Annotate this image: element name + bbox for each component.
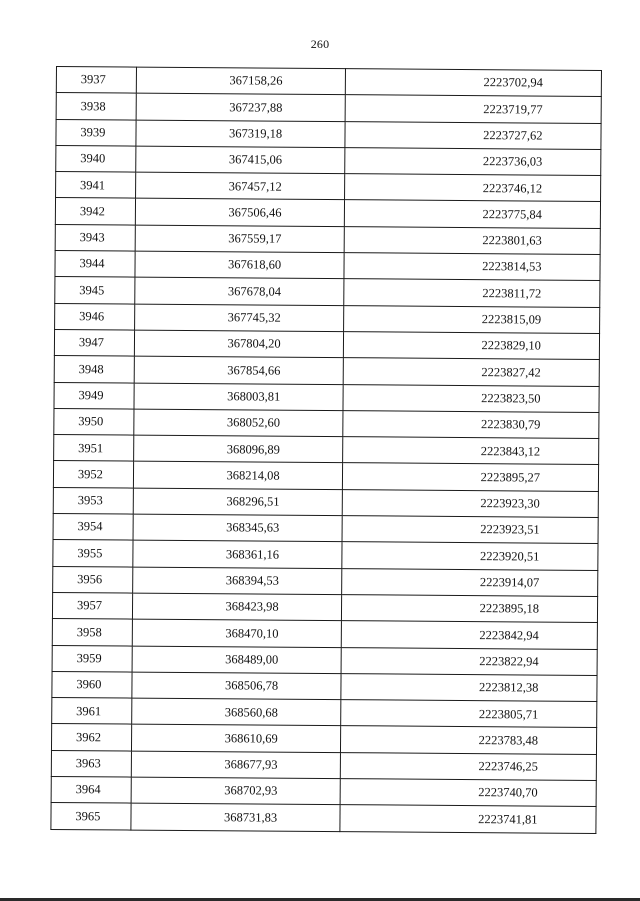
point-number-cell: 3956: [53, 566, 133, 593]
x-coordinate-cell: 367854,66: [134, 356, 344, 384]
y-coordinate-cell: 2223814,53: [344, 253, 600, 281]
y-coordinate-cell: 2223702,94: [346, 69, 602, 97]
y-coordinate-cell: 2223719,77: [345, 95, 601, 123]
x-coordinate-cell: 367804,20: [134, 330, 344, 358]
x-coordinate-cell: 368052,60: [134, 409, 344, 437]
table-row: [55, 198, 600, 228]
point-number-cell: 3954: [53, 514, 133, 541]
x-coordinate-cell: 368470,10: [132, 619, 342, 647]
table-row: [53, 540, 598, 570]
coordinates-table: [50, 66, 602, 834]
x-coordinate-cell: 367618,60: [135, 251, 345, 279]
x-coordinate-cell: 368361,16: [133, 540, 343, 568]
point-number-cell: 3938: [56, 93, 136, 120]
point-number-cell: 3945: [55, 277, 135, 304]
x-coordinate-cell: 368423,98: [132, 593, 342, 621]
y-coordinate-cell: 2223741,81: [340, 805, 596, 833]
table-row: [55, 224, 600, 254]
y-coordinate-cell: 2223736,03: [345, 148, 601, 176]
point-number-cell: 3948: [54, 356, 134, 383]
point-number-cell: 3947: [54, 329, 134, 356]
y-coordinate-cell: 2223830,79: [343, 410, 599, 438]
y-coordinate-cell: 2223727,62: [345, 121, 601, 149]
point-number-cell: 3962: [51, 724, 131, 751]
table-row: [56, 145, 601, 175]
y-coordinate-cell: 2223923,30: [343, 489, 599, 517]
coordinates-table-body: [51, 67, 602, 834]
x-coordinate-cell: 367678,04: [135, 277, 345, 305]
x-coordinate-cell: 368345,63: [133, 514, 343, 542]
point-number-cell: 3949: [54, 382, 134, 409]
x-coordinate-cell: 367745,32: [134, 304, 344, 332]
y-coordinate-cell: 2223843,12: [343, 437, 599, 465]
table-row: [51, 724, 596, 754]
point-number-cell: 3950: [54, 408, 134, 435]
table-row: [54, 382, 599, 412]
x-coordinate-cell: 367506,46: [135, 199, 345, 227]
table-row: [56, 119, 601, 149]
table-row: [51, 750, 596, 780]
point-number-cell: 3964: [51, 777, 131, 804]
point-number-cell: 3965: [51, 803, 131, 830]
y-coordinate-cell: 2223801,63: [344, 226, 600, 254]
x-coordinate-cell: 368702,93: [131, 777, 341, 805]
y-coordinate-cell: 2223811,72: [344, 279, 600, 307]
x-coordinate-cell: 367559,17: [135, 225, 345, 253]
point-number-cell: 3939: [56, 119, 136, 146]
table-row: [52, 592, 597, 622]
x-coordinate-cell: 368677,93: [131, 751, 341, 779]
point-number-cell: 3941: [56, 172, 136, 199]
point-number-cell: 3963: [51, 750, 131, 777]
y-coordinate-cell: 2223923,51: [342, 516, 598, 544]
y-coordinate-cell: 2223829,10: [344, 332, 600, 360]
y-coordinate-cell: 2223746,12: [345, 174, 601, 202]
table-row: [56, 93, 601, 123]
table-row: [52, 671, 597, 701]
x-coordinate-cell: 367158,26: [136, 67, 346, 95]
x-coordinate-cell: 367457,12: [135, 172, 345, 200]
table-row: [55, 303, 600, 333]
y-coordinate-cell: 2223815,09: [344, 305, 600, 333]
table-row: [55, 251, 600, 281]
table-row: [54, 435, 599, 465]
table-row: [51, 777, 596, 807]
point-number-cell: 3952: [53, 461, 133, 488]
y-coordinate-cell: 2223827,42: [343, 358, 599, 386]
y-coordinate-cell: 2223775,84: [345, 200, 601, 228]
table-row: [53, 514, 598, 544]
x-coordinate-cell: 367237,88: [136, 93, 346, 121]
x-coordinate-cell: 368214,08: [133, 462, 343, 490]
point-number-cell: 3942: [55, 198, 135, 225]
table-row: [51, 803, 596, 833]
table-row: [52, 698, 597, 728]
table-row: [54, 356, 599, 386]
x-coordinate-cell: 367319,18: [136, 120, 346, 148]
x-coordinate-cell: 368489,00: [132, 646, 342, 674]
y-coordinate-cell: 2223895,27: [343, 463, 599, 491]
table-row: [56, 172, 601, 202]
x-coordinate-cell: 368560,68: [132, 698, 342, 726]
point-number-cell: 3959: [52, 645, 132, 672]
table-row: [53, 461, 598, 491]
table-row: [52, 645, 597, 675]
point-number-cell: 3957: [52, 592, 132, 619]
point-number-cell: 3944: [55, 251, 135, 278]
x-coordinate-cell: 368096,89: [133, 435, 343, 463]
table-row: [54, 408, 599, 438]
table-row: [55, 277, 600, 307]
point-number-cell: 3958: [52, 619, 132, 646]
x-coordinate-cell: 368394,53: [133, 567, 343, 595]
page-number: 260: [310, 37, 330, 51]
table-row: [53, 566, 598, 596]
x-coordinate-cell: 368003,81: [134, 383, 344, 411]
y-coordinate-cell: 2223895,18: [342, 595, 598, 623]
y-coordinate-cell: 2223842,94: [342, 621, 598, 649]
x-coordinate-cell: 368506,78: [132, 672, 342, 700]
y-coordinate-cell: 2223822,94: [341, 647, 597, 675]
y-coordinate-cell: 2223812,38: [341, 673, 597, 701]
y-coordinate-cell: 2223914,07: [342, 568, 598, 596]
y-coordinate-cell: 2223920,51: [342, 542, 598, 570]
table-row: [54, 329, 599, 359]
point-number-cell: 3943: [55, 224, 135, 251]
y-coordinate-cell: 2223746,25: [341, 752, 597, 780]
x-coordinate-cell: 368731,83: [131, 803, 341, 831]
x-coordinate-cell: 367415,06: [136, 146, 346, 174]
table-row: [52, 619, 597, 649]
point-number-cell: 3955: [53, 540, 133, 567]
y-coordinate-cell: 2223823,50: [343, 384, 599, 412]
point-number-cell: 3953: [53, 487, 133, 514]
table-row: [56, 67, 601, 97]
y-coordinate-cell: 2223805,71: [341, 700, 597, 728]
point-number-cell: 3940: [56, 145, 136, 172]
point-number-cell: 3960: [52, 671, 132, 698]
point-number-cell: 3946: [55, 303, 135, 330]
y-coordinate-cell: 2223783,48: [341, 726, 597, 754]
point-number-cell: 3937: [56, 67, 136, 94]
x-coordinate-cell: 368610,69: [131, 724, 341, 752]
point-number-cell: 3951: [54, 435, 134, 462]
x-coordinate-cell: 368296,51: [133, 488, 343, 516]
table-row: [53, 487, 598, 517]
y-coordinate-cell: 2223740,70: [340, 779, 596, 807]
point-number-cell: 3961: [52, 698, 132, 725]
